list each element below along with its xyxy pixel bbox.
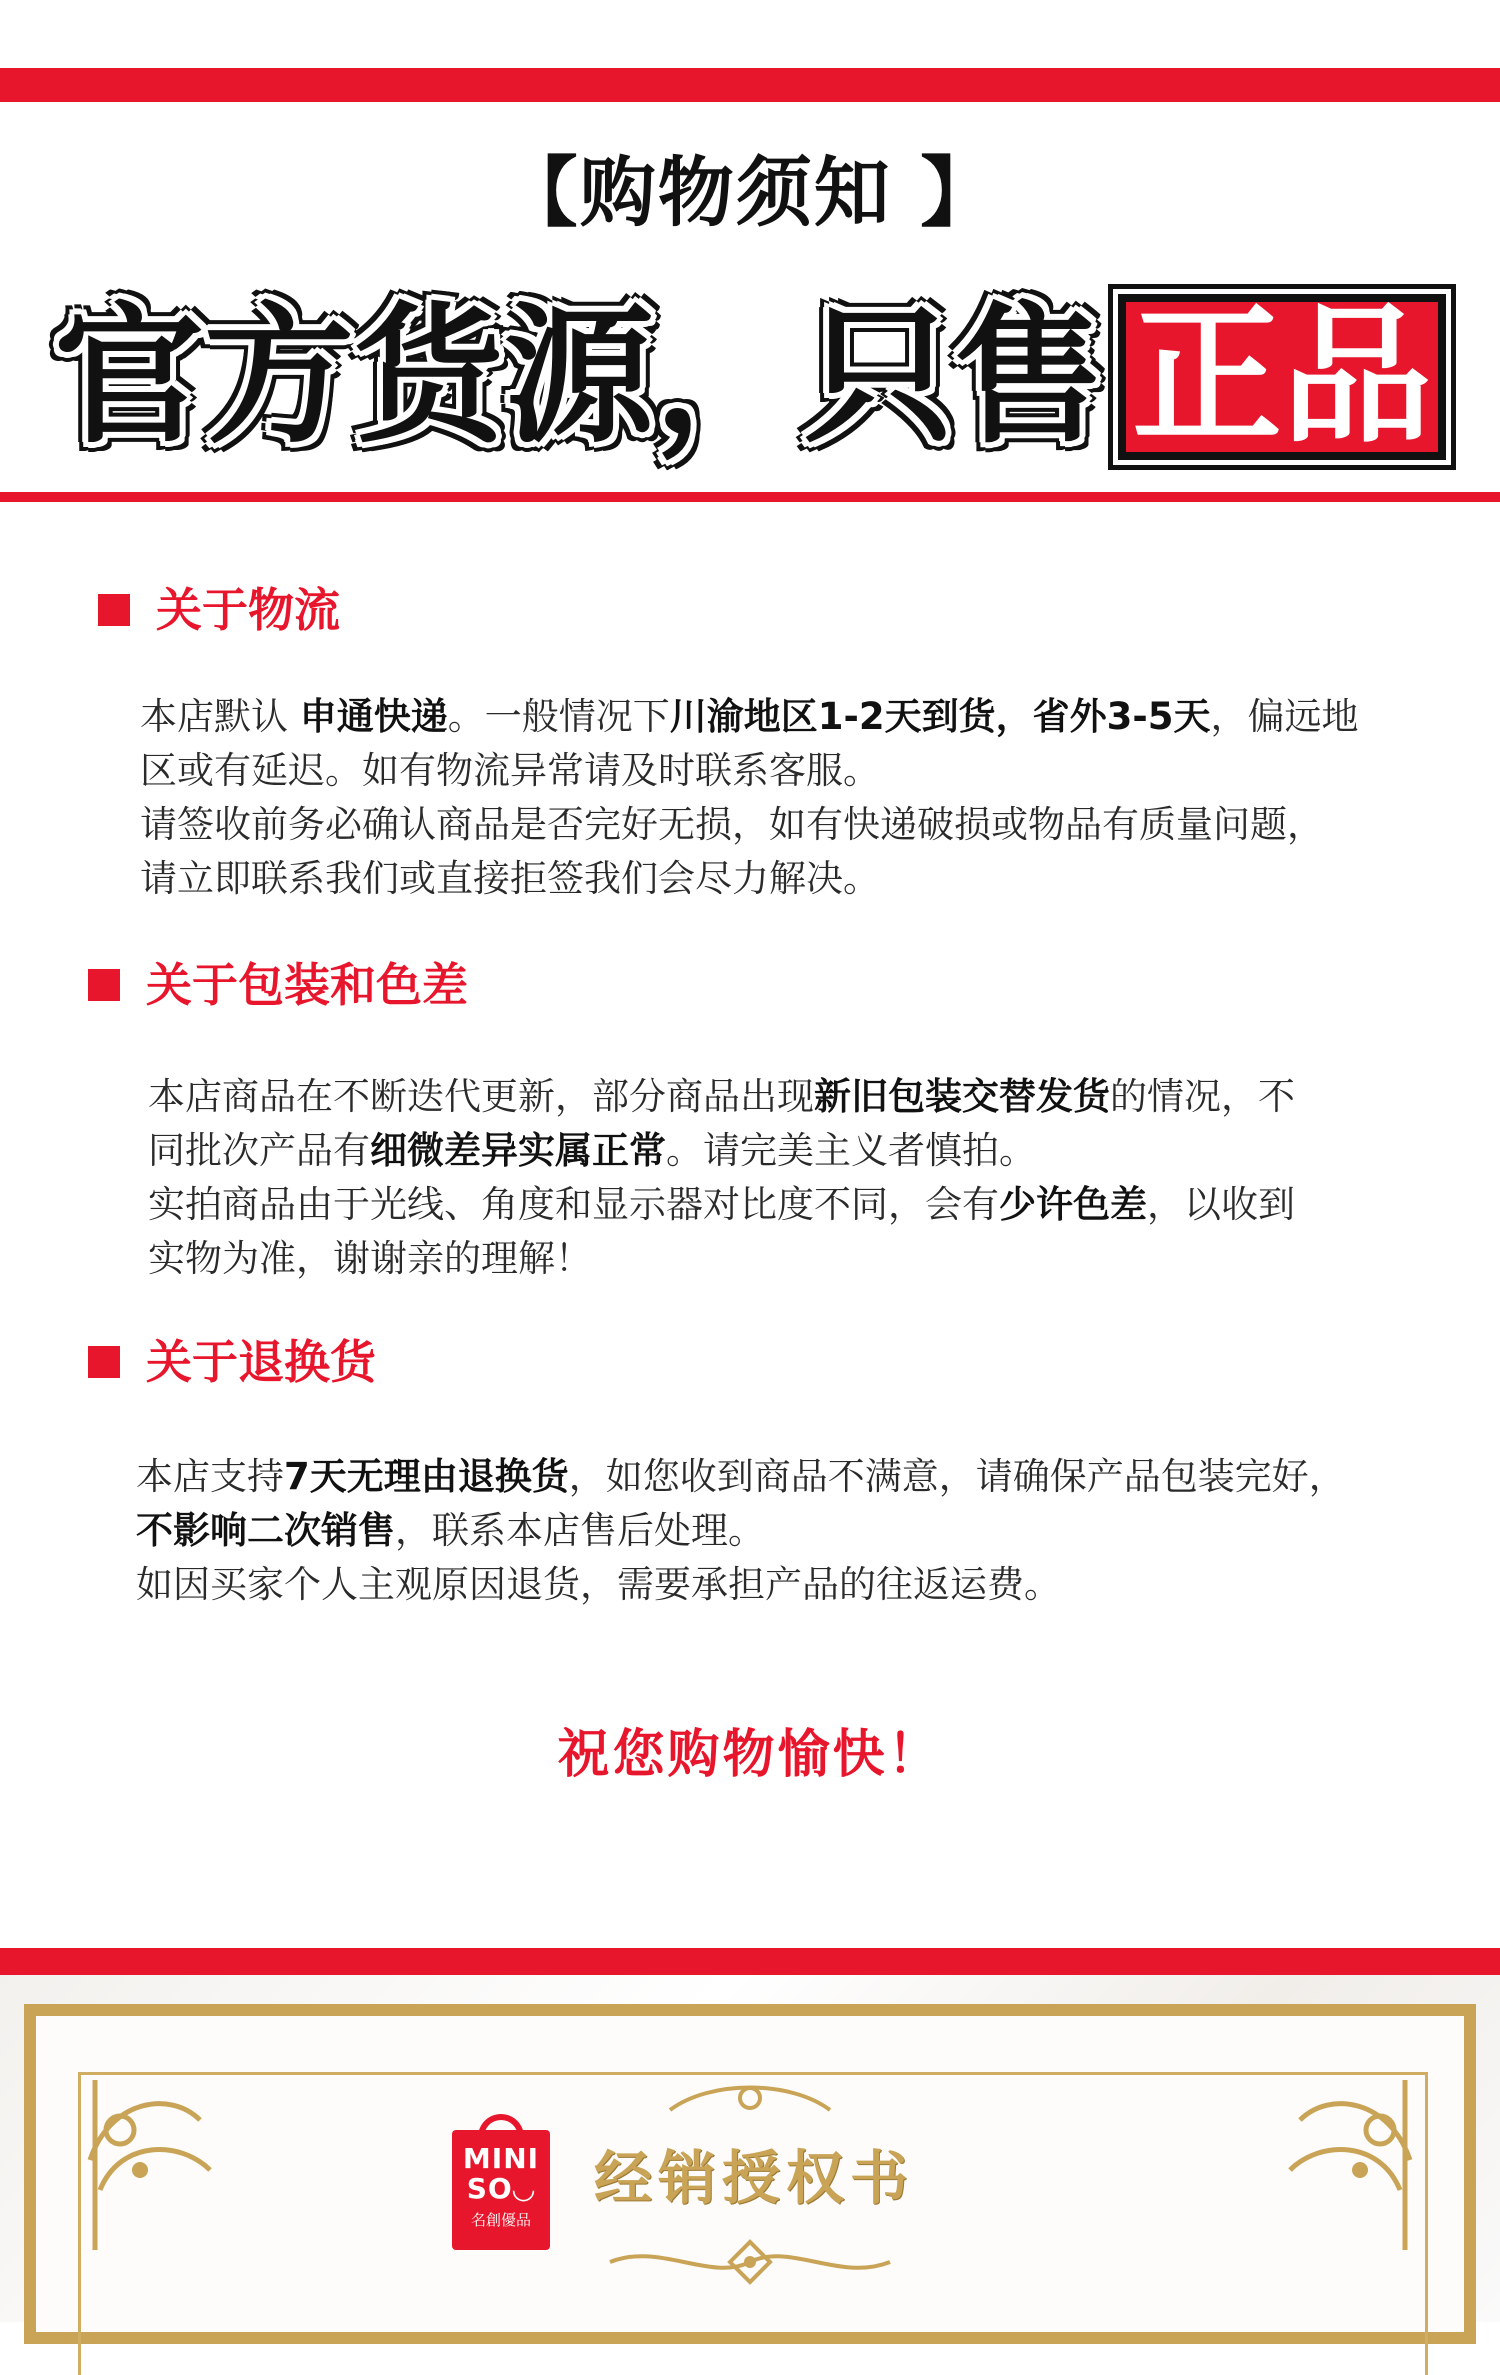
body-text: 。请完美主义者慎拍。	[666, 1129, 1036, 1172]
certificate-title: 经销授权书	[594, 2144, 915, 2212]
paragraph-line	[140, 798, 1324, 852]
section-title-text: 关于物流	[156, 583, 340, 637]
paragraph-line	[136, 1504, 765, 1558]
paragraph-line	[148, 1232, 592, 1286]
bullet-square-icon	[88, 1346, 120, 1378]
emphasis-text: 少许色差	[999, 1183, 1147, 1226]
top-red-bar	[0, 68, 1500, 102]
paragraph-line	[140, 852, 880, 906]
body-text: 区或有延迟。如有物流异常请及时联系客服。	[140, 749, 880, 792]
section-title-text: 关于包装和色差	[146, 958, 468, 1012]
emphasis-text: 川渝地区1-2天到货，省外3-5天	[669, 695, 1211, 738]
bullet-square-icon	[88, 969, 120, 1001]
brand-sub: 名創優品	[470, 2211, 531, 2229]
body-text: 本店商品在不断迭代更新，部分商品出现	[148, 1075, 814, 1118]
paragraph-line	[148, 1070, 1295, 1124]
body-text: 同批次产品有	[148, 1129, 370, 1172]
body-text: 如因买家个人主观原因退货，需要承担产品的往返运费。	[136, 1563, 1061, 1606]
headline-main: 官方货源，只售	[53, 290, 1104, 464]
emphasis-text: 新旧包装交替发货	[814, 1075, 1110, 1118]
body-text: ，联系本店售后处理。	[395, 1509, 765, 1552]
section-logistics-title	[98, 580, 340, 640]
headline-highlight: 正品	[1118, 294, 1446, 460]
body-text: 请签收前务必确认商品是否完好无损，如有快递破损或物品有质量问题，	[140, 803, 1324, 846]
ornament-left-icon	[80, 2060, 230, 2260]
body-text: ，如您收到商品不满意，请确保产品包装完好，	[568, 1455, 1346, 1498]
body-text: 实拍商品由于光线、角度和显示器对比度不同，会有	[148, 1183, 999, 1226]
brand-logo	[452, 2130, 550, 2250]
emphasis-text: 不影响二次销售	[136, 1509, 395, 1552]
headline-divider	[0, 492, 1500, 502]
emphasis-text: 7天无理由退换货	[284, 1455, 569, 1498]
emphasis-text: 申通快递	[299, 695, 448, 738]
section-packaging-title	[88, 955, 468, 1015]
body-text: 。一般情况下	[447, 695, 670, 738]
section-title-text: 关于退换货	[146, 1335, 376, 1389]
brand-line1: MINI	[462, 2142, 540, 2175]
emphasis-text: 细微差异实属正常	[370, 1129, 666, 1172]
ornament-right-icon	[1270, 2060, 1420, 2260]
body-text: 本店默认	[140, 695, 300, 738]
notice-title: 【购物须知 】	[501, 148, 999, 237]
paragraph-line	[136, 1450, 1346, 1504]
closing-message: 祝您购物愉快！	[557, 1725, 943, 1785]
body-text: 本店支持	[136, 1455, 284, 1498]
paragraph-line	[140, 744, 880, 798]
paragraph-line	[140, 690, 1358, 744]
brand-line2: SO◡	[466, 2172, 536, 2205]
bullet-square-icon	[98, 594, 130, 626]
section-returns-title	[88, 1332, 376, 1392]
paragraph-line	[148, 1124, 1036, 1178]
paragraph-line	[136, 1558, 1061, 1612]
headline	[0, 292, 1500, 462]
body-text: 请立即联系我们或直接拒签我们会尽力解决。	[140, 857, 880, 900]
body-text: ，以收到	[1147, 1183, 1295, 1226]
body-text: ，偏远地	[1210, 695, 1359, 738]
body-text: 的情况，不	[1110, 1075, 1295, 1118]
body-text: 实物为准，谢谢亲的理解！	[148, 1237, 592, 1280]
ornament-top-icon	[660, 2080, 840, 2120]
ornament-bottom-icon	[600, 2232, 900, 2292]
paragraph-line	[148, 1178, 1295, 1232]
